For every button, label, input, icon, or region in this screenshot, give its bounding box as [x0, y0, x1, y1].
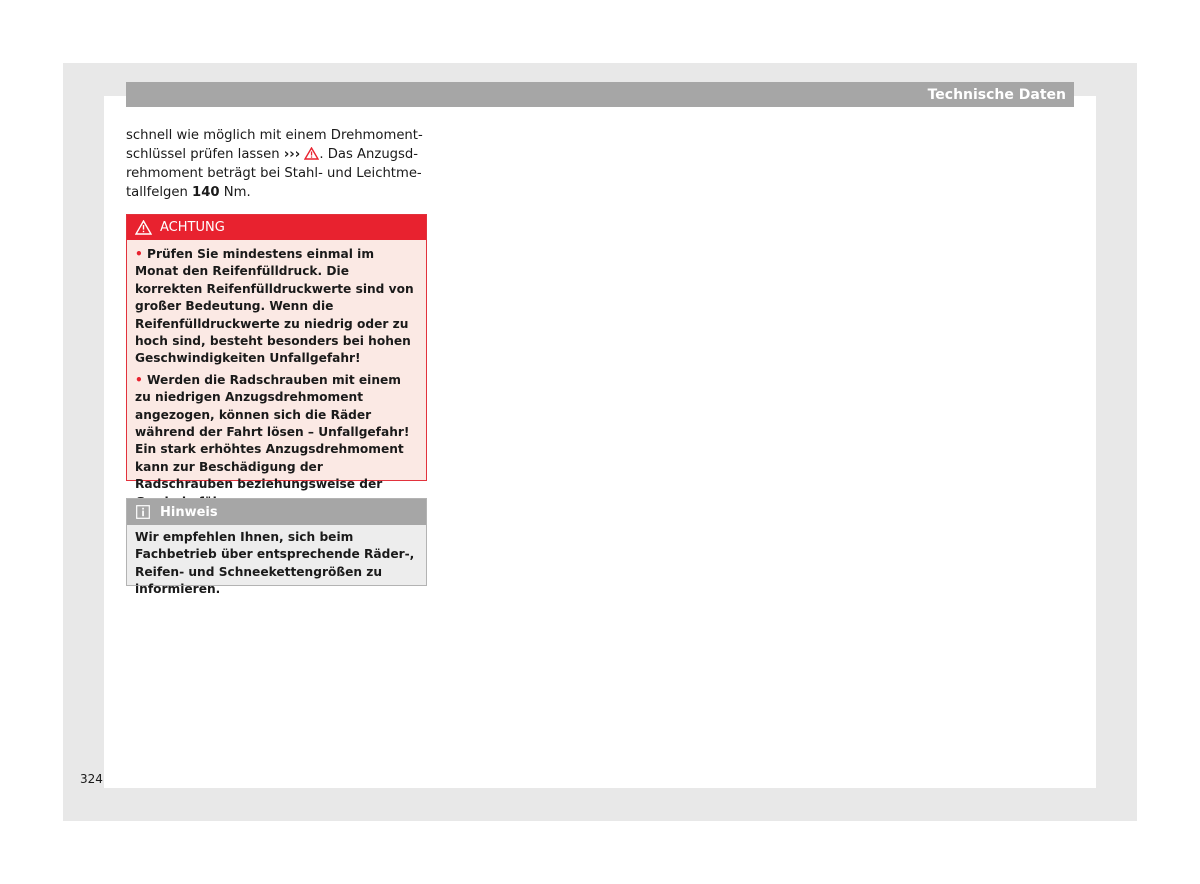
bullet-icon: • — [135, 372, 143, 387]
warning-triangle-icon — [304, 147, 319, 160]
warning-item — [135, 372, 417, 511]
section-header-bar — [126, 82, 1074, 107]
body-line-2-end: . Das Anzugsd- — [319, 147, 419, 162]
warning-box-body — [127, 240, 426, 511]
warning-box-title: ACHTUNG — [160, 220, 225, 235]
page-number: 324 — [80, 772, 103, 786]
body-line-1: schnell wie möglich mit einem Drehmoment- — [126, 128, 423, 143]
note-box-body — [127, 525, 426, 599]
note-box-header — [127, 499, 426, 525]
note-box-title: Hinweis — [160, 504, 218, 520]
bullet-icon: • — [135, 247, 143, 261]
warning-box-header — [127, 215, 426, 240]
warning-box — [126, 214, 427, 492]
warning-item — [135, 246, 417, 368]
torque-value: 140 — [192, 185, 220, 200]
warning-item-text: Prüfen Sie mindestens einmal im Monat den Reifenfülldruck. Die korrekten Reifenfülldruckwerte sind von großer Bedeutung. Wenn die Reifenfülldruckwerte zu niedrig oder zu hoch sind, besteht besonders bei hohen Geschwindigkeiten Unfallgefahr! — [135, 247, 414, 366]
info-icon — [136, 505, 150, 519]
body-line-2-start: schlüssel prüfen lassen — [126, 147, 284, 162]
note-text: Wir empfehlen Ihnen, sich beim Fachbetrieb über entsprechende Räder-, Reifen- und Schneekettengrößen zu informieren. — [135, 530, 415, 597]
body-line-4-end: Nm. — [219, 185, 251, 200]
cross-reference-arrows[interactable]: ››› — [283, 147, 301, 162]
body-line-3: rehmoment beträgt bei Stahl- und Leichtme- — [126, 166, 422, 181]
note-box — [126, 498, 427, 597]
body-line-4-start: tallfelgen — [126, 185, 193, 200]
warning-item-text: Werden die Radschrauben mit einem zu niedrigen Anzugsdrehmoment angezogen, können sich die Räder während der Fahrt lösen – Unfallgefahr! Ein stark erhöhtes Anzugsdrehmoment kann zur Beschädigung der Radschrauben beziehungsweise der — [135, 372, 410, 492]
body-paragraph — [126, 126, 426, 202]
section-title: Technische Daten — [927, 87, 1066, 103]
warning-triangle-icon — [135, 220, 152, 235]
